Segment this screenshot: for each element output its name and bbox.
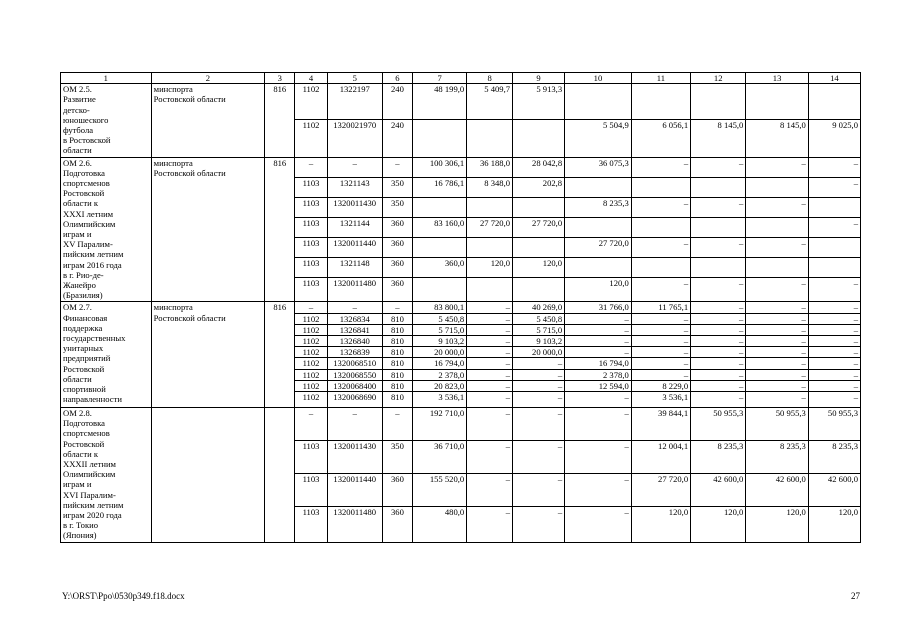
table-cell: – <box>631 277 690 302</box>
table-cell: – <box>467 474 513 507</box>
table-cell: 120,0 <box>565 277 632 302</box>
table-cell: – <box>746 313 808 324</box>
table-cell: 120,0 <box>467 257 513 277</box>
table-cell: – <box>467 441 513 474</box>
agency-code-cell: 816 <box>265 157 295 302</box>
table-cell: – <box>808 324 860 335</box>
table-cell: 9 103,2 <box>513 336 565 347</box>
table-cell <box>413 237 467 257</box>
table-cell: 810 <box>382 336 412 347</box>
column-header-2: 2 <box>151 73 265 84</box>
table-cell: – <box>691 157 746 177</box>
table-cell: – <box>808 313 860 324</box>
table-cell <box>808 84 860 120</box>
table-cell <box>808 197 860 217</box>
table-cell: – <box>691 336 746 347</box>
table-cell: – <box>631 369 690 380</box>
table-cell: 12 594,0 <box>565 380 632 391</box>
table-cell: – <box>808 302 860 313</box>
table-cell: 36 710,0 <box>413 441 467 474</box>
agency-code-cell: 816 <box>265 302 295 408</box>
table-cell: – <box>467 302 513 313</box>
table-cell: 8 235,3 <box>691 441 746 474</box>
table-cell: – <box>746 237 808 257</box>
table-cell: – <box>467 380 513 391</box>
table-cell: 155 520,0 <box>413 474 467 507</box>
table-cell: – <box>746 392 808 408</box>
table-cell: – <box>808 277 860 302</box>
budget-table <box>60 72 861 543</box>
table-cell: 1326834 <box>327 313 382 324</box>
table-cell <box>631 84 690 120</box>
table-cell: – <box>565 324 632 335</box>
table-cell: 1320068400 <box>327 380 382 391</box>
table-cell: 120,0 <box>746 507 808 543</box>
table-cell: 192 710,0 <box>413 408 467 441</box>
table-cell: – <box>467 358 513 369</box>
table-cell: – <box>467 392 513 408</box>
measure-name-cell: ОМ 2.5. Развитие детско- юношеского футбола в Ростовской области <box>61 84 152 157</box>
table-cell: 1326841 <box>327 324 382 335</box>
table-cell <box>513 197 565 217</box>
table-cell: 350 <box>382 197 412 217</box>
table-cell: – <box>565 313 632 324</box>
table-cell: 1103 <box>295 507 327 543</box>
table-cell: 1320011480 <box>327 507 382 543</box>
table-cell: 240 <box>382 84 412 120</box>
table-cell: – <box>691 347 746 358</box>
table-cell: 1103 <box>295 474 327 507</box>
table-cell: – <box>746 157 808 177</box>
column-header-13: 13 <box>746 73 808 84</box>
table-cell <box>808 237 860 257</box>
table-cell: 3 536,1 <box>631 392 690 408</box>
table-cell: – <box>327 157 382 177</box>
table-cell: 39 844,1 <box>631 408 690 441</box>
table-cell: 120,0 <box>691 507 746 543</box>
table-cell <box>691 84 746 120</box>
table-cell <box>467 120 513 157</box>
table-cell: 202,8 <box>513 177 565 197</box>
column-header-7: 7 <box>413 73 467 84</box>
table-cell <box>413 197 467 217</box>
footer-file-path: Y:\ORST\Ppo\0530p349.f18.docx <box>62 591 185 601</box>
table-cell: 120,0 <box>808 507 860 543</box>
table-cell: – <box>746 347 808 358</box>
table-cell: 42 600,0 <box>746 474 808 507</box>
table-cell: – <box>295 157 327 177</box>
table-cell: 11 765,1 <box>631 302 690 313</box>
table-cell: – <box>565 336 632 347</box>
table-cell: 1320068690 <box>327 392 382 408</box>
column-header-1: 1 <box>61 73 152 84</box>
table-row <box>61 302 861 313</box>
table-cell: 1102 <box>295 313 327 324</box>
table-cell: 28 042,8 <box>513 157 565 177</box>
column-header-5: 5 <box>327 73 382 84</box>
table-cell: 810 <box>382 347 412 358</box>
table-cell: 1102 <box>295 358 327 369</box>
page-number: 27 <box>851 591 860 601</box>
table-cell: – <box>467 324 513 335</box>
column-header-9: 9 <box>513 73 565 84</box>
table-cell: 1320021970 <box>327 120 382 157</box>
table-cell: – <box>513 507 565 543</box>
table-cell: 240 <box>382 120 412 157</box>
table-cell <box>746 177 808 197</box>
table-cell: 360 <box>382 257 412 277</box>
table-cell: 1103 <box>295 257 327 277</box>
table-cell: 480,0 <box>413 507 467 543</box>
table-cell: 42 600,0 <box>691 474 746 507</box>
table-cell: – <box>808 369 860 380</box>
table-cell: 42 600,0 <box>808 474 860 507</box>
table-cell: 83 800,1 <box>413 302 467 313</box>
table-cell: 120,0 <box>513 257 565 277</box>
table-cell: – <box>467 313 513 324</box>
table-cell: 5 913,3 <box>513 84 565 120</box>
table-header-row <box>61 73 861 84</box>
table-cell: – <box>382 302 412 313</box>
table-cell: – <box>631 313 690 324</box>
table-cell <box>691 217 746 237</box>
table-cell: 3 536,1 <box>413 392 467 408</box>
table-cell: 1103 <box>295 197 327 217</box>
table-cell: – <box>691 392 746 408</box>
table-cell: – <box>513 369 565 380</box>
table-cell: 8 145,0 <box>746 120 808 157</box>
table-cell: 1103 <box>295 441 327 474</box>
table-cell: – <box>382 408 412 441</box>
table-cell: – <box>513 380 565 391</box>
table-cell: 350 <box>382 441 412 474</box>
table-cell: – <box>513 392 565 408</box>
agency-code-cell <box>265 408 295 543</box>
table-cell <box>631 257 690 277</box>
table-cell: 360 <box>382 217 412 237</box>
table-cell <box>513 237 565 257</box>
table-cell: – <box>691 380 746 391</box>
executor-cell: минспорта Ростовской области <box>151 302 265 408</box>
table-cell: 1321144 <box>327 217 382 237</box>
table-cell: 1320011440 <box>327 474 382 507</box>
table-cell: 1326840 <box>327 336 382 347</box>
table-cell: 1326839 <box>327 347 382 358</box>
table-cell: 1320011430 <box>327 441 382 474</box>
table-cell: 350 <box>382 177 412 197</box>
table-cell: 31 766,0 <box>565 302 632 313</box>
table-cell: 1102 <box>295 324 327 335</box>
table-cell: 8 348,0 <box>467 177 513 197</box>
table-cell: 360 <box>382 474 412 507</box>
measure-name-cell: ОМ 2.6. Подготовка спортсменов Ростовской области к XXXI летним Олимпийским играм и XV Паралим- пийским летним играм 2016 года в г. Рио-де- Жанейро (Бразилия) <box>61 157 152 302</box>
table-cell <box>746 257 808 277</box>
table-cell: 8 235,3 <box>746 441 808 474</box>
table-cell <box>691 257 746 277</box>
table-cell: 1321148 <box>327 257 382 277</box>
table-cell <box>467 237 513 257</box>
table-cell: – <box>565 347 632 358</box>
table-cell: 27 720,0 <box>513 217 565 237</box>
table-cell: 1320068510 <box>327 358 382 369</box>
column-header-10: 10 <box>565 73 632 84</box>
table-cell: 20 823,0 <box>413 380 467 391</box>
table-cell: 810 <box>382 324 412 335</box>
table-cell: 20 000,0 <box>413 347 467 358</box>
table-cell: – <box>691 302 746 313</box>
table-cell <box>413 120 467 157</box>
table-cell: – <box>746 380 808 391</box>
table-cell: – <box>808 347 860 358</box>
table-cell: 5 504,9 <box>565 120 632 157</box>
executor-cell: минспорта Ростовской области <box>151 84 265 157</box>
table-cell: – <box>746 302 808 313</box>
table-cell: – <box>808 380 860 391</box>
table-cell: – <box>631 324 690 335</box>
table-cell: – <box>691 358 746 369</box>
table-cell: – <box>631 157 690 177</box>
table-cell: 1320011440 <box>327 237 382 257</box>
table-cell: – <box>746 197 808 217</box>
table-cell: – <box>808 157 860 177</box>
column-header-12: 12 <box>691 73 746 84</box>
table-cell: 16 786,1 <box>413 177 467 197</box>
table-cell: – <box>746 369 808 380</box>
table-cell: 2 378,0 <box>565 369 632 380</box>
table-cell: 36 075,3 <box>565 157 632 177</box>
table-cell: 5 450,8 <box>413 313 467 324</box>
table-cell: 1102 <box>295 392 327 408</box>
table-cell: – <box>467 347 513 358</box>
table-cell: 50 955,3 <box>691 408 746 441</box>
table-cell: – <box>631 336 690 347</box>
measure-name-cell: ОМ 2.7. Финансовая поддержка государственных унитарных предприятий Ростовской области спортивной направленности <box>61 302 152 408</box>
table-cell <box>565 257 632 277</box>
table-cell: – <box>631 237 690 257</box>
table-cell: 8 235,3 <box>565 197 632 217</box>
table-cell: 1320011430 <box>327 197 382 217</box>
table-cell: 1321143 <box>327 177 382 197</box>
measure-name-cell: ОМ 2.8. Подготовка спортсменов Ростовской области к XXXII летним Олимпийским играм и XVI Паралим- пийским летним играм 2020 года в г. Токио (Япония) <box>61 408 152 543</box>
table-cell: – <box>808 177 860 197</box>
executor-cell: минспорта Ростовской области <box>151 157 265 302</box>
table-cell: – <box>808 392 860 408</box>
table-cell <box>467 197 513 217</box>
table-cell: – <box>295 302 327 313</box>
table-cell: 1102 <box>295 120 327 157</box>
column-header-14: 14 <box>808 73 860 84</box>
table-row <box>61 84 861 120</box>
table-cell: 27 720,0 <box>467 217 513 237</box>
table-cell: 2 378,0 <box>413 369 467 380</box>
table-cell <box>691 177 746 197</box>
table-cell: 1102 <box>295 336 327 347</box>
table-cell: – <box>565 441 632 474</box>
table-cell <box>746 84 808 120</box>
table-cell <box>746 217 808 237</box>
table-cell: 5 450,8 <box>513 313 565 324</box>
table-cell: – <box>467 507 513 543</box>
table-cell: 36 188,0 <box>467 157 513 177</box>
table-cell: – <box>691 324 746 335</box>
table-cell: – <box>691 277 746 302</box>
table-cell <box>513 120 565 157</box>
table-cell: 5 715,0 <box>413 324 467 335</box>
table-cell: – <box>808 217 860 237</box>
table-cell: 810 <box>382 358 412 369</box>
table-cell: 360 <box>382 277 412 302</box>
table-cell: – <box>691 237 746 257</box>
table-cell: 810 <box>382 380 412 391</box>
table-cell: – <box>691 313 746 324</box>
table-cell: 1103 <box>295 277 327 302</box>
table-cell: 8 145,0 <box>691 120 746 157</box>
table-cell: 100 306,1 <box>413 157 467 177</box>
table-cell: – <box>467 369 513 380</box>
table-cell: – <box>565 474 632 507</box>
table-cell: 1322197 <box>327 84 382 120</box>
table-cell: 1103 <box>295 237 327 257</box>
table-cell: – <box>513 474 565 507</box>
table-cell: 360 <box>382 237 412 257</box>
table-cell: 1102 <box>295 84 327 120</box>
table-cell: 9 103,2 <box>413 336 467 347</box>
table-cell: 1320011480 <box>327 277 382 302</box>
column-header-6: 6 <box>382 73 412 84</box>
agency-code-cell: 816 <box>265 84 295 157</box>
table-cell: – <box>565 392 632 408</box>
table-cell: 1103 <box>295 177 327 197</box>
table-cell: 20 000,0 <box>513 347 565 358</box>
executor-cell <box>151 408 265 543</box>
table-cell: 360 <box>382 507 412 543</box>
table-cell: 810 <box>382 392 412 408</box>
table-cell: 48 199,0 <box>413 84 467 120</box>
table-cell: 16 794,0 <box>413 358 467 369</box>
table-cell <box>513 277 565 302</box>
table-cell <box>467 277 513 302</box>
table-cell: 27 720,0 <box>565 237 632 257</box>
table-cell <box>808 257 860 277</box>
table-cell: 360,0 <box>413 257 467 277</box>
table-cell: 5 409,7 <box>467 84 513 120</box>
table-cell: – <box>467 408 513 441</box>
table-cell: – <box>382 157 412 177</box>
table-cell: – <box>691 369 746 380</box>
table-cell: 40 269,0 <box>513 302 565 313</box>
table-cell: – <box>467 336 513 347</box>
table-cell: – <box>327 408 382 441</box>
table-cell <box>631 217 690 237</box>
table-cell: – <box>746 358 808 369</box>
table-cell: 1102 <box>295 369 327 380</box>
table-cell: 50 955,3 <box>808 408 860 441</box>
table-cell: – <box>565 507 632 543</box>
table-cell: 810 <box>382 313 412 324</box>
table-cell <box>565 177 632 197</box>
table-cell: 27 720,0 <box>631 474 690 507</box>
table-cell: – <box>746 277 808 302</box>
table-cell: 120,0 <box>631 507 690 543</box>
table-cell: – <box>565 408 632 441</box>
table-cell: – <box>327 302 382 313</box>
table-cell: 16 794,0 <box>565 358 632 369</box>
table-cell: – <box>631 347 690 358</box>
table-cell: 50 955,3 <box>746 408 808 441</box>
table-cell: – <box>513 358 565 369</box>
table-cell: – <box>808 358 860 369</box>
table-row <box>61 408 861 441</box>
table-cell: 8 235,3 <box>808 441 860 474</box>
table-cell <box>413 277 467 302</box>
table-cell: – <box>513 441 565 474</box>
table-cell: – <box>295 408 327 441</box>
table-cell <box>631 177 690 197</box>
table-cell: 1102 <box>295 380 327 391</box>
table-cell: 5 715,0 <box>513 324 565 335</box>
table-cell: 9 025,0 <box>808 120 860 157</box>
table-cell: 6 056,1 <box>631 120 690 157</box>
column-header-8: 8 <box>467 73 513 84</box>
table-cell: – <box>691 197 746 217</box>
column-header-11: 11 <box>631 73 690 84</box>
table-cell <box>565 217 632 237</box>
table-cell: – <box>513 408 565 441</box>
table-cell: 1102 <box>295 347 327 358</box>
column-header-3: 3 <box>265 73 295 84</box>
table-cell: – <box>746 336 808 347</box>
table-cell: – <box>808 336 860 347</box>
table-cell: 1103 <box>295 217 327 237</box>
column-header-4: 4 <box>295 73 327 84</box>
table-cell: 810 <box>382 369 412 380</box>
table-cell: 12 004,1 <box>631 441 690 474</box>
table-cell: – <box>746 324 808 335</box>
table-cell: 83 160,0 <box>413 217 467 237</box>
table-cell: – <box>631 197 690 217</box>
table-cell: – <box>631 358 690 369</box>
table-row <box>61 157 861 177</box>
table-cell: 8 229,0 <box>631 380 690 391</box>
table-cell: 1320068550 <box>327 369 382 380</box>
table-cell <box>565 84 632 120</box>
